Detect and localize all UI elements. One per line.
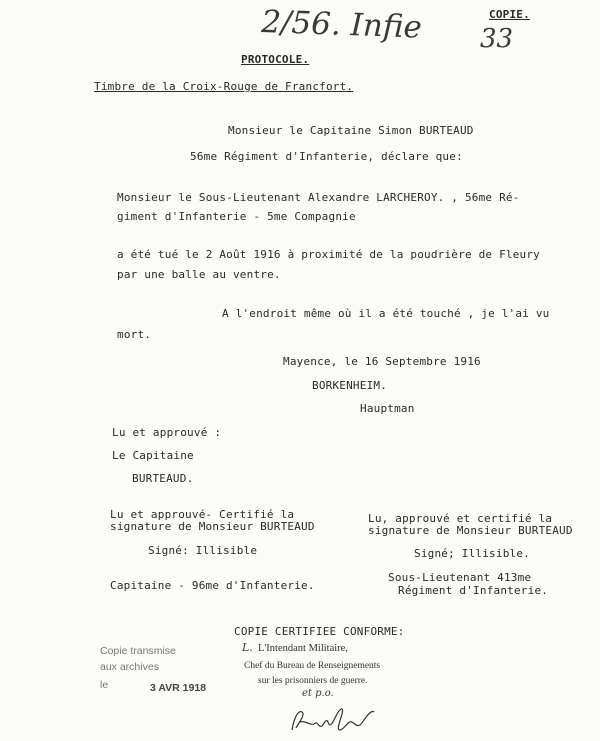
approval-line-2: Le Capitaine: [112, 449, 194, 462]
transmit-date-stamp: 3 AVR 1918: [150, 682, 207, 694]
transmit-line-3: le: [100, 679, 109, 691]
document-title: PROTOCOLE.: [241, 53, 310, 66]
intendant-label: L'Intendant Militaire,: [258, 643, 348, 654]
bureau-line-1: Chef du Bureau de Renseignements: [244, 661, 381, 671]
event-line-2: par une balle au ventre.: [117, 268, 281, 281]
subject-line-1: Monsieur le Sous-Lieutenant Alexandre LARCHEROY. , 56me Ré-: [117, 191, 520, 204]
transmit-line-1: Copie transmise: [100, 645, 176, 657]
handwritten-reference: 2/56. Infie: [260, 4, 423, 46]
certified-copy-label: COPIE CERTIFIEE CONFORME:: [234, 625, 405, 638]
cert-left-line-1: Lu et approuvé- Certifié la: [110, 508, 295, 521]
event-line-1: a été tué le 2 Août 1916 à proximité de la poudrière de Fleury: [117, 248, 540, 261]
stamp-line: Timbre de la Croix-Rouge de Francfort.: [94, 80, 354, 93]
declarant-line-1: Monsieur le Capitaine Simon BURTEAUD: [228, 124, 474, 137]
subject-line-2: giment d'Infanterie - 5me Compagnie: [117, 210, 356, 223]
bureau-line-2: sur les prisonniers de guerre.: [258, 676, 368, 686]
handwritten-number: 33: [480, 24, 514, 54]
handwritten-prefix: L.: [242, 641, 253, 654]
cert-left-rank: Capitaine - 96me d'Infanterie.: [110, 579, 315, 592]
cert-right-rank-2: Régiment d'Infanterie.: [398, 584, 549, 597]
transmit-line-2: aux archives: [100, 661, 159, 673]
per-order-note: et p.o.: [302, 688, 334, 699]
cert-right-line-2: signature de Monsieur BURTEAUD: [368, 524, 573, 537]
witness-line-1: A l'endroit même où il a été touché , je l'ai vu: [222, 307, 550, 320]
cert-left-signed: Signé: Illisible: [148, 544, 258, 557]
copy-label: COPIE.: [489, 8, 530, 21]
cert-right-rank-1: Sous-Lieutenant 413me: [388, 571, 532, 584]
officer-name: BORKENHEIM.: [312, 379, 388, 392]
witness-line-2: mort.: [117, 328, 152, 341]
cert-left-line-2: signature de Monsieur BURTEAUD: [110, 520, 315, 533]
approval-line-3: BURTEAUD.: [132, 472, 194, 485]
place-date: Mayence, le 16 Septembre 1916: [283, 355, 481, 368]
handwritten-signature: [288, 700, 378, 738]
declarant-line-2: 56me Régiment d'Infanterie, déclare que:: [190, 150, 463, 163]
cert-right-line-1: Lu, approuvé et certifié la: [368, 512, 553, 525]
officer-rank: Hauptman: [360, 402, 415, 415]
cert-right-signed: Signé; Illisible.: [414, 547, 530, 560]
approval-line-1: Lu et approuvé :: [112, 426, 222, 439]
